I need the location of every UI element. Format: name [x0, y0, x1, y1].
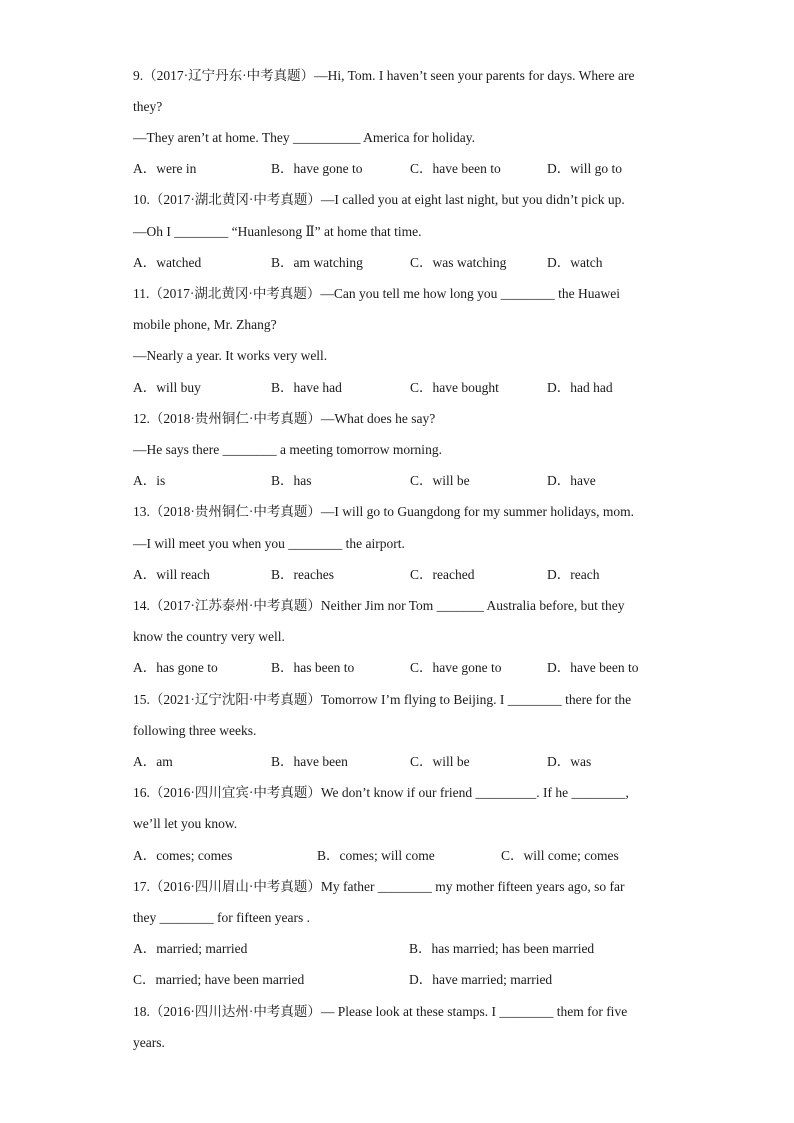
question-13-line-1: 13.（2018·贵州铜仁·中考真题）—I will go to Guangdong for my summer holidays, mom. [133, 504, 634, 519]
option-d: D．will go to [547, 161, 623, 176]
question-14-line-1: 14.（2017·江苏泰州·中考真题）Neither Jim nor Tom _______ Australia before, but they [133, 598, 625, 613]
option-a: A．has gone to [133, 660, 218, 675]
option-c: C．have bought [410, 380, 499, 395]
option-a: A．comes; comes [133, 848, 233, 863]
option-b: B．has been to [271, 660, 355, 675]
question-14-options [133, 659, 693, 677]
question-13-line-2: —I will meet you when you ________ the airport. [133, 536, 405, 551]
option-d: D．have been to [547, 660, 639, 675]
question-12-options [133, 472, 693, 490]
option-a: A．will buy [133, 380, 201, 395]
question-15-options [133, 753, 693, 771]
question-11-line-1: 11.（2017·湖北黄冈·中考真题）—Can you tell me how long you ________ the Huawei [133, 286, 620, 301]
question-16-options [133, 847, 693, 865]
option-d: D．have [547, 473, 596, 488]
question-18-line-2: years. [133, 1035, 165, 1050]
question-9-line-3: —They aren’t at home. They __________ America for holiday. [133, 130, 476, 145]
option-c: C．have been to [410, 161, 501, 176]
question-10-line-1: 10.（2017·湖北黄冈·中考真题）—I called you at eight last night, but you didn’t pick up. [133, 192, 625, 207]
option-b: B．has married; has been married [409, 941, 595, 956]
question-15-line-1: 15.（2021·辽宁沈阳·中考真题）Tomorrow I’m flying to Beijing. I ________ there for the [133, 692, 632, 707]
option-a: A．am [133, 754, 173, 769]
question-10-line-2: —Oh I ________ “Huanlesong Ⅱ” at home that time. [133, 224, 422, 239]
question-17-options-row-1 [133, 940, 693, 958]
question-9-line-1: 9.（2017·辽宁丹东·中考真题）—Hi, Tom. I haven’t seen your parents for days. Where are [133, 68, 635, 83]
question-17-options-row-2 [133, 971, 693, 989]
option-c: C．will be [410, 473, 470, 488]
question-15-line-2: following three weeks. [133, 723, 257, 738]
question-11-line-2: mobile phone, Mr. Zhang? [133, 317, 277, 332]
question-17-line-1: 17.（2016·四川眉山·中考真题）My father ________ my mother fifteen years ago, so far [133, 879, 625, 894]
option-a: A．watched [133, 255, 202, 270]
option-c: C．have gone to [410, 660, 502, 675]
question-17-line-2: they ________ for fifteen years . [133, 910, 310, 925]
option-d: D．have married; married [409, 972, 553, 987]
option-c: C．will be [410, 754, 470, 769]
question-14-line-2: know the country very well. [133, 629, 285, 644]
option-c: C．was watching [410, 255, 507, 270]
option-d: D．had had [547, 380, 613, 395]
option-c: C．married; have been married [133, 972, 305, 987]
question-12-line-2: —He says there ________ a meeting tomorrow morning. [133, 442, 442, 457]
option-b: B．has [271, 473, 312, 488]
option-b: B．reaches [271, 567, 334, 582]
option-b: B．am watching [271, 255, 363, 270]
option-a: A．will reach [133, 567, 210, 582]
option-c: C．reached [410, 567, 475, 582]
question-11-line-3: —Nearly a year. It works very well. [133, 348, 328, 363]
option-a: A．married; married [133, 941, 248, 956]
question-12-line-1: 12.（2018·贵州铜仁·中考真题）—What does he say? [133, 411, 436, 426]
option-d: D．was [547, 754, 592, 769]
question-10-options [133, 254, 693, 272]
option-a: A．were in [133, 161, 197, 176]
option-a: A．is [133, 473, 166, 488]
question-9-line-2: they? [133, 99, 163, 114]
option-c: C．will come; comes [501, 848, 619, 863]
question-18-line-1: 18.（2016·四川达州·中考真题）— Please look at these stamps. I ________ them for five [133, 1004, 628, 1019]
option-b: B．have been [271, 754, 348, 769]
option-b: B．comes; will come [317, 848, 435, 863]
option-d: D．watch [547, 255, 603, 270]
option-b: B．have gone to [271, 161, 363, 176]
question-16-line-2: we’ll let you know. [133, 816, 238, 831]
option-b: B．have had [271, 380, 342, 395]
question-16-line-1: 16.（2016·四川宜宾·中考真题）We don’t know if our friend _________. If he ________, [133, 785, 629, 800]
question-13-options [133, 566, 693, 584]
option-d: D．reach [547, 567, 600, 582]
question-11-options [133, 379, 693, 397]
question-9-options [133, 160, 693, 178]
